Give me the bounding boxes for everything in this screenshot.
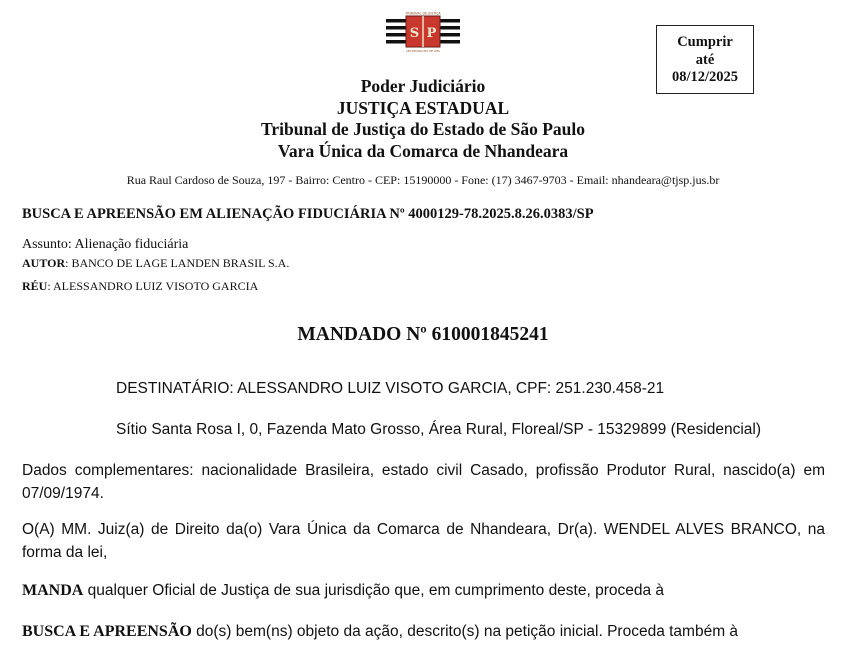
busca-rest: do(s) bem(ns) objeto da ação, descrito(s) na petição inicial. Proceda também à — [191, 623, 739, 640]
autor-value: : BANCO DE LAGE LANDEN BRASIL S.A. — [65, 256, 290, 270]
judge-paragraph: O(A) MM. Juiz(a) de Direito da(o) Vara Única da Comarca de Nhandeara, Dr(a). WENDEL ALVES BRANCO, na forma da lei, — [22, 521, 825, 561]
recipient-address: Sítio Santa Rosa I, 0, Fazenda Mato Grosso, Área Rural, Floreal/SP - 15329899 (Residencial) — [116, 421, 762, 438]
process-title: BUSCA E APREENSÃO EM ALIENAÇÃO FIDUCIÁRIA Nº 4000129-78.2025.8.26.0383/SP — [22, 206, 594, 222]
deadline-label: Cumprir — [677, 34, 733, 50]
header-line-court: Vara Única da Comarca de Nhandeara — [277, 140, 569, 161]
subject-line: Assunto: Alienação fiduciária — [22, 237, 189, 252]
recipient-line: DESTINATÁRIO: ALESSANDRO LUIZ VISOTO GARCIA, CPF: 251.230.458-21 — [116, 380, 665, 397]
deadline-preposition: até — [695, 51, 715, 68]
tjsp-seal-icon — [384, 10, 462, 54]
busca-paragraph — [22, 620, 825, 643]
manda-paragraph — [22, 579, 825, 602]
deadline-date: 08/12/2025 — [671, 69, 739, 85]
svg-text:LEX DEVOLUTIO DE IATA: LEX DEVOLUTIO DE IATA — [406, 49, 440, 53]
manda-rest: qualquer Oficial de Justiça de sua jurisdição que, em cumprimento deste, proceda à — [83, 582, 665, 599]
header-line-tribunal: Tribunal de Justiça do Estado de São Paulo — [261, 119, 585, 139]
svg-text:S: S — [409, 26, 420, 41]
complement-paragraph: Dados complementares: nacionalidade Brasileira, estado civil Casado, profissão Produtor Rural, nascido(a) em 07/09/1974. — [22, 462, 825, 502]
busca-bold: BUSCA E APREENSÃO — [22, 623, 192, 640]
mandado-title: MANDADO Nº 610001845241 — [297, 324, 549, 345]
party-autor — [22, 256, 289, 271]
header-line-justice: JUSTIÇA ESTADUAL — [336, 97, 510, 118]
manda-bold: MANDA — [22, 582, 84, 599]
svg-text:TRIBUNAL DE JUSTIÇA: TRIBUNAL DE JUSTIÇA — [405, 11, 441, 16]
svg-text:P: P — [426, 26, 437, 41]
header-line-judiciary: Poder Judiciário — [360, 76, 486, 96]
reu-label: RÉU — [22, 279, 48, 293]
autor-label: AUTOR — [22, 256, 66, 270]
party-reu — [22, 279, 258, 294]
court-address: Rua Raul Cardoso de Souza, 197 - Bairro: Centro - CEP: 15190000 - Fone: (17) 3467-9703 - Email: nhandeara@tjsp.jus.br — [126, 173, 720, 187]
reu-value: : ALESSANDRO LUIZ VISOTO GARCIA — [47, 279, 259, 293]
court-header — [0, 76, 846, 162]
